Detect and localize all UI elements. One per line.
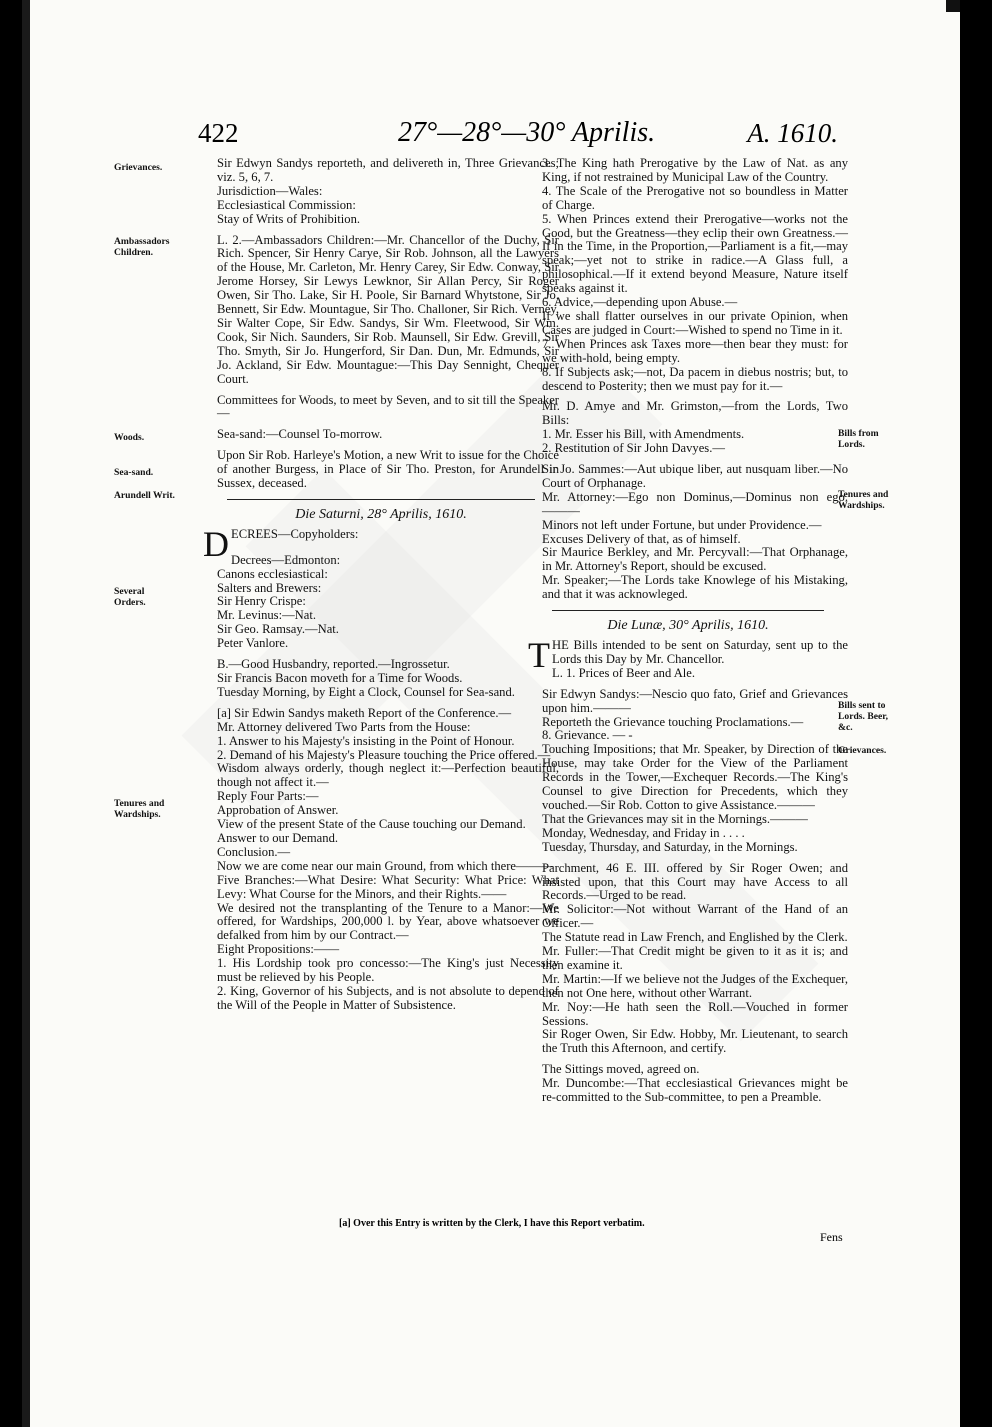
paragraph: Sir Jo. Sammes:—Aut ubique liber, aut nusquam liber.—No Court of Orphanage. [542, 462, 848, 490]
section-divider [552, 610, 824, 611]
margin-note-ambassadors: Ambassadors Children. [114, 236, 170, 258]
paragraph: Wisdom always orderly, though neglect it:—Perfection beautiful, though not affect it.— [217, 761, 559, 790]
paragraph: Mr. Attorney:—Ego non Dominus,—Dominus non ego.——— [542, 489, 848, 518]
document-page [22, 0, 960, 1427]
list-item: 2. Restitution of Sir John Davyes.— [542, 441, 725, 456]
catchword: Fens [820, 1230, 843, 1244]
paragraph: DECREES—Copyholders: [203, 523, 359, 564]
paragraph: Conclusion.— [217, 844, 291, 859]
list-item: Monday, Wednesday, and Friday in . . . . [542, 825, 745, 840]
page-header [198, 118, 838, 158]
paragraph: 2. Demand of his Majesty's Pleasure touching the Price offered.— [217, 747, 551, 762]
page-corner-mark [946, 0, 960, 12]
list-item: Canons ecclesiastical: [217, 566, 328, 581]
paragraph: Mr. Martin:—If we believe not the Judges of the Exchequer, then not One here, without other Warrant. [542, 971, 848, 1000]
drop-cap: D [203, 523, 229, 564]
page-year: A. 1610. [747, 118, 838, 148]
paragraph: Mr. Speaker;—The Lords take Knowlege of his Mistaking, and that it was acknowleged. [542, 573, 848, 602]
paragraph: Sir Maurice Berkley, and Mr. Percyvall:—That Orphanage, in Mr. Attorney's Report, should be excused. [542, 545, 848, 574]
margin-note-bills-from-lords: Bills from Lords. [838, 428, 879, 450]
paragraph: If we shall flatter ourselves in our private Opinion, when Cases are judged in Court:—Wished to spend no Time in it. [542, 308, 848, 337]
left-column [203, 157, 559, 1013]
paragraph: Reporteth the Grievance touching Proclamations.— [542, 714, 804, 729]
paragraph: 6. Advice,—depending upon Abuse.— [542, 295, 738, 310]
paragraph: The Sittings moved, agreed on. [542, 1062, 700, 1077]
paragraph: That the Grievances may sit in the Mornings.——— [542, 811, 808, 826]
paragraph: Sir Roger Owen, Sir Edw. Hobby, Mr. Lieutenant, to search the Truth this Afternoon, and certify. [542, 1027, 848, 1056]
paragraph: 1. His Lordship took pro concesso:—The King's just Necessity must be relieved by his People. [217, 956, 559, 985]
paragraph: Excuses Delivery of that, as of himself. [542, 531, 741, 546]
day-heading: Die Lunæ, 30° Aprilis, 1610. [607, 618, 769, 634]
paragraph: Committees for Woods, to meet by Seven, and to sit till the Speaker— [217, 392, 559, 421]
right-column [528, 157, 848, 1105]
page-edge-shadow [22, 0, 30, 1427]
paragraph: Answer to our Demand. [217, 830, 339, 845]
paragraph: L. 1. Prices of Beer and Ale. [552, 665, 696, 680]
paragraph: Minors not left under Fortune, but under Providence.— [542, 517, 822, 532]
paragraph: 8. Grievance. — - [542, 728, 633, 743]
list-item: Sir Geo. Ramsay.—Nat. [217, 622, 339, 637]
margin-note-tenures-right: Tenures and Wardships. [838, 489, 889, 511]
list-item: Salters and Brewers: [217, 580, 322, 595]
paragraph: 1. Answer to his Majesty's insisting in the Point of Honour. [217, 733, 515, 748]
list-item: Ecclesiastical Commission: [217, 197, 356, 212]
footnote: [a] Over this Entry is written by the Clerk, I have this Report verbatim. [339, 1218, 645, 1229]
paragraph: 4. The Scale of the Prerogative not so boundless in Matter of Charge. [542, 183, 848, 212]
paragraph: View of the present State of the Cause touching our Demand. [217, 817, 526, 832]
paragraph: Mr. Attorney delivered Two Parts from the House: [217, 719, 471, 734]
paragraph: Approbation of Answer. [217, 803, 339, 818]
paragraph: 5. When Princes extend their Prerogative—works not the Good, but the Greatness—they eclip their own Greatness.—If in the Time, in the Proportion,—Parliament is a fit,—may speak;—yet not to strike in radice.—A Glass full, a philosophical.—If it extend beyond Measure, Nature itself speaks against it. [542, 211, 848, 296]
margin-note-grievances: Grievances. [114, 162, 163, 173]
paragraph: 7. When Princes ask Taxes more—then bear they must: for we with-hold, being empty. [542, 336, 848, 365]
paragraph: The Statute read in Law French, and Englished by the Clerk. [542, 930, 848, 945]
paragraph: Upon Sir Rob. Harleye's Motion, a new Writ to issue for the Choice of another Burgess, in Place of Sir Tho. Preston, for Arundell in Sussex, deceased. [217, 448, 559, 491]
list-item: Jurisdiction—Wales: [217, 183, 323, 198]
paragraph: [a] Sir Edwin Sandys maketh Report of the Conference.— [217, 705, 512, 720]
paragraph: Mr. Duncombe:—That ecclesiastical Grievances might be re-committed to the Sub-committee, to pen a Preamble. [542, 1076, 848, 1105]
list-item: Stay of Writs of Prohibition. [217, 211, 361, 226]
margin-note-tenures: Tenures and Wardships. [114, 798, 165, 820]
paragraph: B.—Good Husbandry, reported.—Ingrossetur. [217, 657, 450, 672]
paragraph: Sir Edwyn Sandys:—Nescio quo fato, Grief and Grievances upon him.——— [542, 686, 848, 715]
list-item: Peter Vanlore. [217, 636, 289, 651]
paragraph: L. 2.—Ambassadors Children:—Mr. Chancellor of the Duchy, Sir Rich. Spencer, Sir Henry Carye, Sir Rob. Johnson, all the Lawyers of the House, Mr. Carleton, Mr. Henry Carey, Sir Edw. Conway, Sir Jerome Horsey, Sir Lewys Lewknor, Sir Allan Percy, Sir Roger Owen, Sir Tho. Lake, Sir H. Poole, Sir Barnard Whytstone, Sir Jo. Bennett, Sir Edw. Mountague, Sir Tho. Challoner, Sir Rich. Verney, Sir Walter Cope, Sir Edw. Sandys, Sir Wm. Fleetwood, Sir Wm. Cook, Sir Nich. Saunders, Sir Rob. Maunsell, Sir Edw. Grevill, Sir Tho. Smyth, Sir Jo. Hungerford, Sir Dan. Dun, Mr. Edmunds, Sir Jo. Ackland, Sir Edw. Mountague:—This Day Sennight, Chequer Court. [217, 232, 559, 386]
list-item: Tuesday, Thursday, and Saturday, in the Mornings. [542, 839, 798, 854]
paragraph: 2. King, Governor of his Subjects, and is not absolute to depend of the Will of the People in Matter of Subsistence. [217, 983, 559, 1012]
day-heading: Die Saturni, 28° Aprilis, 1610. [295, 506, 467, 522]
list-item: Decrees—Edmonton: [231, 552, 341, 567]
paragraph: Mr. Solicitor:—Not without Warrant of the Hand of an Officer.— [542, 902, 848, 931]
page-date-line: 27°—28°—30° Aprilis. [398, 117, 656, 148]
paragraph: THE Bills intended to be sent on Saturday, sent up to the Lords this Day by Mr. Chancellor. [528, 635, 848, 675]
page-number: 422 [198, 118, 239, 148]
margin-note-sea-sand: Sea-sand. [114, 467, 154, 478]
paragraph: Mr. Fuller:—That Credit might be given to it as it is; and then examine it. [542, 944, 848, 972]
list-item: Sir Henry Crispe: [217, 594, 306, 609]
drop-cap: T [528, 635, 550, 675]
paragraph: We desired not the transplanting of the Tenure to a Manor:—We offered, for Wardships, 200,000 l. by Year, above whatsoever we defalked from him by our Contract.— [217, 900, 559, 943]
paragraph: Mr. D. Amye and Mr. Grimston,—from the Lords, Two Bills: [542, 399, 848, 428]
list-item: Mr. Levinus:—Nat. [217, 608, 316, 623]
paragraph: 3. The King hath Prerogative by the Law of Nat. as any King, if not restrained by Municipal Law of the Country. [542, 156, 848, 184]
paragraph: Reply Four Parts:— [217, 789, 319, 804]
section-divider [227, 499, 535, 500]
list-item: 1. Mr. Esser his Bill, with Amendments. [542, 427, 745, 442]
paragraph: Eight Propositions:—— [217, 942, 340, 957]
paragraph: Mr. Noy:—He hath seen the Roll.—Vouched in former Sessions. [542, 999, 848, 1028]
paragraph: Touching Impositions; that Mr. Speaker, by Direction of the House, may take Order for the View of the Parliament Records in the Tower,—Exchequer Records.—The King's Counsel to give Direction for Precedents, which they vouched.—Sir Rob. Cotton to give Assistance.——— [542, 742, 848, 812]
paragraph: Sir Edwyn Sandys reporteth, and delivereth in, Three Grievances; viz. 5, 6, 7. [217, 156, 559, 184]
paragraph: 8. If Subjects ask;—not, Da pacem in diebus nostris; but, to descend to Posterity; then we must pay for it.— [542, 364, 848, 393]
paragraph: Now we are come near our main Ground, from which there——— [217, 858, 554, 873]
paragraph: Five Branches:—What Desire: What Security: What Price: What Levy: What Course for the Minors, and their Rights.—— [217, 872, 559, 901]
margin-note-bills-sent: Bills sent to Lords. Beer, &c. [838, 700, 889, 733]
margin-note-several-orders: Several Orders. [114, 586, 146, 608]
paragraph: Parchment, 46 E. III. offered by Sir Roger Owen; and insisted upon, that this Court may have Access to all Records.—Urged to be read. [542, 860, 848, 903]
margin-note-arundell: Arundell Writ. [114, 490, 175, 501]
paragraph: Tuesday Morning, by Eight a Clock, Counsel for Sea-sand. [217, 684, 515, 699]
paragraph: Sea-sand:—Counsel To-morrow. [217, 427, 383, 442]
paragraph: Sir Francis Bacon moveth for a Time for Woods. [217, 671, 463, 685]
margin-note-woods: Woods. [114, 432, 145, 443]
margin-note-grievances-right: Grievances. [838, 745, 887, 756]
